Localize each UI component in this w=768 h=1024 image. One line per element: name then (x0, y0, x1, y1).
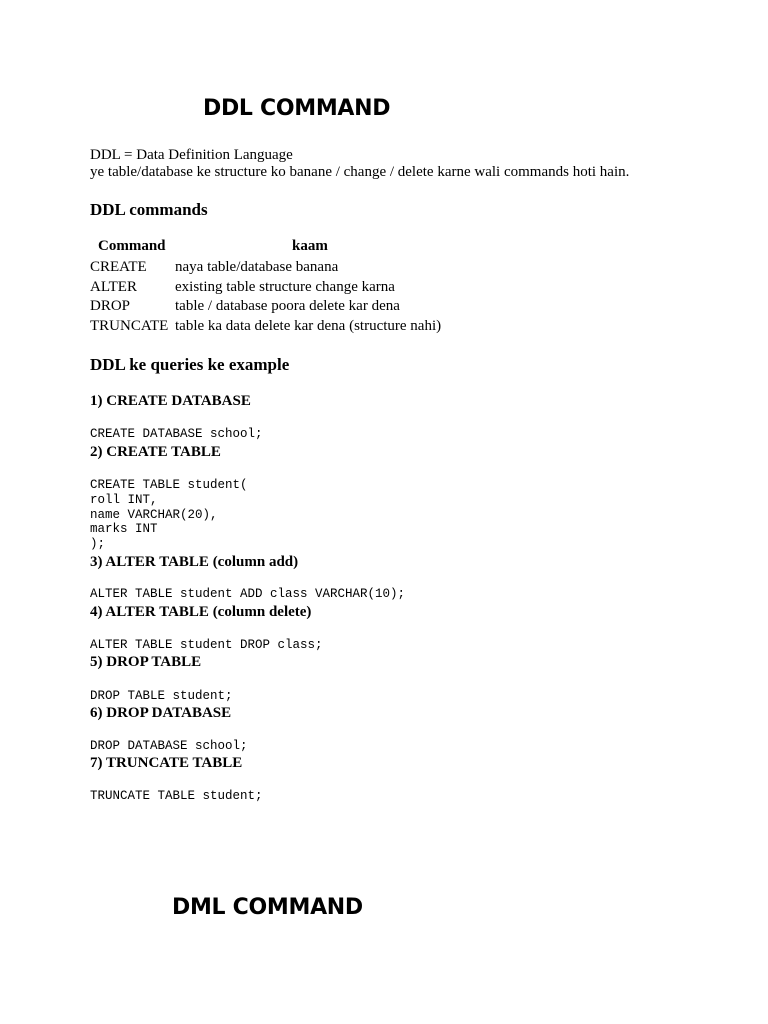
table-cell-kaam: table / database poora delete kar dena (175, 298, 400, 314)
section-heading-ddl-commands: DDL commands (90, 200, 208, 219)
page-title-ddl: DDL COMMAND (203, 96, 391, 121)
code-block: CREATE DATABASE school; (90, 427, 263, 441)
table-header-kaam: kaam (292, 238, 328, 254)
code-block: TRUNCATE TABLE student; (90, 789, 263, 803)
example-title: 3) ALTER TABLE (column add) (90, 554, 299, 570)
table-cell-kaam: existing table structure change karna (175, 279, 395, 295)
intro-line-2: ye table/database ke structure ko banane / change / delete karne wali commands hoti hain. (90, 164, 630, 180)
code-block: DROP TABLE student; (90, 689, 233, 703)
section-heading-examples: DDL ke queries ke example (90, 355, 290, 374)
example-title: 4) ALTER TABLE (column delete) (90, 604, 312, 620)
table-cell-kaam: naya table/database banana (175, 259, 339, 275)
code-block: ALTER TABLE student ADD class VARCHAR(10); (90, 587, 406, 601)
code-block: CREATE TABLE student( roll INT, name VARCHAR(20), marks INT ); (90, 478, 248, 552)
table-cell-command: TRUNCATE (90, 318, 169, 334)
table-header-command: Command (98, 238, 166, 254)
code-block: ALTER TABLE student DROP class; (90, 638, 323, 652)
table-cell-command: DROP (90, 298, 131, 314)
page-title-dml: DML COMMAND (172, 895, 363, 920)
table-cell-command: CREATE (90, 259, 147, 275)
example-title: 5) DROP TABLE (90, 654, 202, 670)
example-title: 1) CREATE DATABASE (90, 393, 251, 409)
table-cell-command: ALTER (90, 279, 137, 295)
code-block: DROP DATABASE school; (90, 739, 248, 753)
example-title: 7) TRUNCATE TABLE (90, 755, 243, 771)
intro-line-1: DDL = Data Definition Language (90, 147, 293, 163)
example-title: 6) DROP DATABASE (90, 705, 232, 721)
example-title: 2) CREATE TABLE (90, 444, 221, 460)
table-cell-kaam: table ka data delete kar dena (structure nahi) (175, 318, 442, 334)
